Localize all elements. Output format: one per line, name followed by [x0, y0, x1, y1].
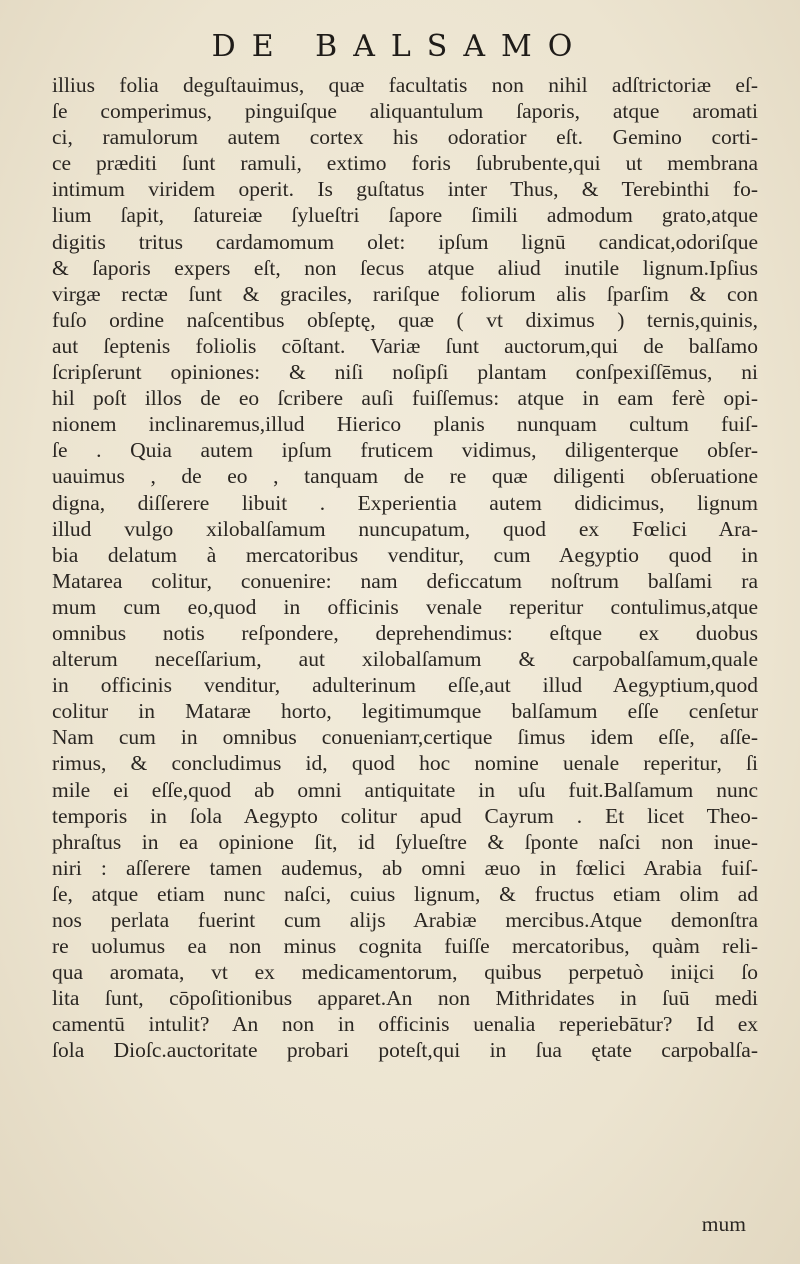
text-line: nionem inclinaremus,illud Hierico planis nunquam cultum fuiſ- — [52, 412, 758, 437]
text-line: lita ſunt, cōpoſitionibus apparet.An non Mithridates in ſuū medi — [52, 986, 758, 1011]
text-line: aut ſeptenis foliolis cōſtant. Variæ ſunt auctorum,qui de balſamo — [52, 333, 758, 358]
text-line: & ſaporis expers eſt, non ſecus atque aliud inutile lignum.Ipſius — [52, 255, 758, 280]
text-line: intimum viridem operit. Is guſtatus inter Thus, & Terebinthi fo- — [52, 177, 758, 202]
text-line: bia delatum à mercatoribus venditur, cum Aegyptio quod in — [52, 542, 758, 567]
text-line: nos perlata fuerint cum alijs Arabiæ mercibus.Atque demonſtra — [52, 908, 758, 932]
text-line: qua aromata, vt ex medicamentorum, quibus perpetuò iniįci ſo — [52, 960, 758, 985]
text-line: mum cum eo,quod in officinis venale reperitur contulimus,atque — [52, 594, 758, 619]
text-line: ſola Dioſc.auctoritate probari poteſt,qui in ſua ętate carpobalſa- — [52, 1038, 758, 1063]
text-line: fuſo ordine naſcentibus obſeptę, quæ ( vt diximus ) ternis,quinis, — [52, 307, 758, 332]
text-line: camentū intulit? An non in officinis uenalia reperiebātur? Id ex — [52, 1012, 758, 1037]
text-line: temporis in ſola Aegypto colitur apud Cayrum . Et licet Theo- — [52, 803, 758, 828]
catchword: mum — [701, 1212, 746, 1236]
text-line: uauimus , de eo , tanquam de re quæ diligenti obſeruatione — [52, 464, 758, 489]
text-line: digitis tritus cardamomum olet: ipſum lignū candicat,odoriſque — [52, 229, 758, 254]
text-line: in officinis venditur, adulterinum eſſe,aut illud Aegyptium,quod — [52, 673, 758, 698]
text-line: alterum neceſſarium, aut xilobalſamum & carpobalſamum,quale — [52, 647, 758, 672]
text-line: illud vulgo xilobalſamum nuncupatum, quod ex Fœlici Ara- — [52, 516, 758, 541]
text-line: virgæ rectæ ſunt & graciles, rariſque foliorum alis ſparſim & con — [52, 281, 758, 306]
text-line: Nam cum in omnibus conuenianт,certique ſimus idem eſſe, aſſe- — [52, 725, 758, 750]
text-line: omnibus notis reſpondere, deprehendimus: eſtque ex duobus — [52, 620, 758, 645]
running-title: DE BALSAMO — [211, 29, 589, 64]
text-line: ſe . Quia autem ipſum fruticem vidimus, diligenterque obſer- — [52, 438, 758, 463]
text-line: niri : aſſerere tamen audemus, ab omni æuo in fœlici Arabia fuiſ- — [52, 855, 758, 880]
text-line: phraſtus in ea opinione ſit, id ſylueſtre & ſponte naſci non inue- — [52, 829, 758, 854]
text-line: hil poſt illos de eo ſcribere auſi fuiſſemus: atque in eam ferè opi- — [52, 386, 758, 411]
text-line: rimus, & concludimus id, quod hoc nomine uenale reperitur, ſi — [52, 751, 758, 776]
text-line: colitur in Mataræ horto, legitimumque balſamum eſſe cenſetur — [52, 699, 758, 724]
text-line: ſcripſerunt opiniones: & niſi noſipſi plantam conſpexiſſēmus, ni — [52, 360, 758, 385]
text-line: lium ſapit, ſatureiæ ſylueſtri ſapore ſimili admodum grato,atque — [52, 203, 758, 228]
text-line: digna, diſſerere libuit . Experientia autem didicimus, lignum — [52, 490, 758, 515]
text-line: ſe comperimus, pinguiſque aliquantulum ſaporis, atque aromati — [52, 99, 758, 124]
text-line: mile ei eſſe,quod ab omni antiquitate in uſu fuit.Balſamum nunc — [52, 777, 758, 802]
text-line: Matarea colitur, conuenire: nam deficcatum noſtrum balſami ra — [52, 568, 758, 593]
text-line: ſe, atque etiam nunc naſci, cuius lignum, & fructus etiam olim ad — [52, 881, 758, 906]
body-text — [52, 72, 758, 1064]
text-line: ce præditi ſunt ramuli, extimo foris ſubrubente,qui ut membrana — [52, 151, 758, 176]
text-line: ci, ramulorum autem cortex his odoratior eſt. Gemino corti- — [52, 125, 758, 150]
text-line: re uolumus ea non minus cognita fuiſſe mercatoribus, quàm reli- — [52, 934, 758, 959]
text-line: illius folia deguſtauimus, quæ facultatis non nihil adſtrictoriæ eſ- — [52, 73, 758, 97]
